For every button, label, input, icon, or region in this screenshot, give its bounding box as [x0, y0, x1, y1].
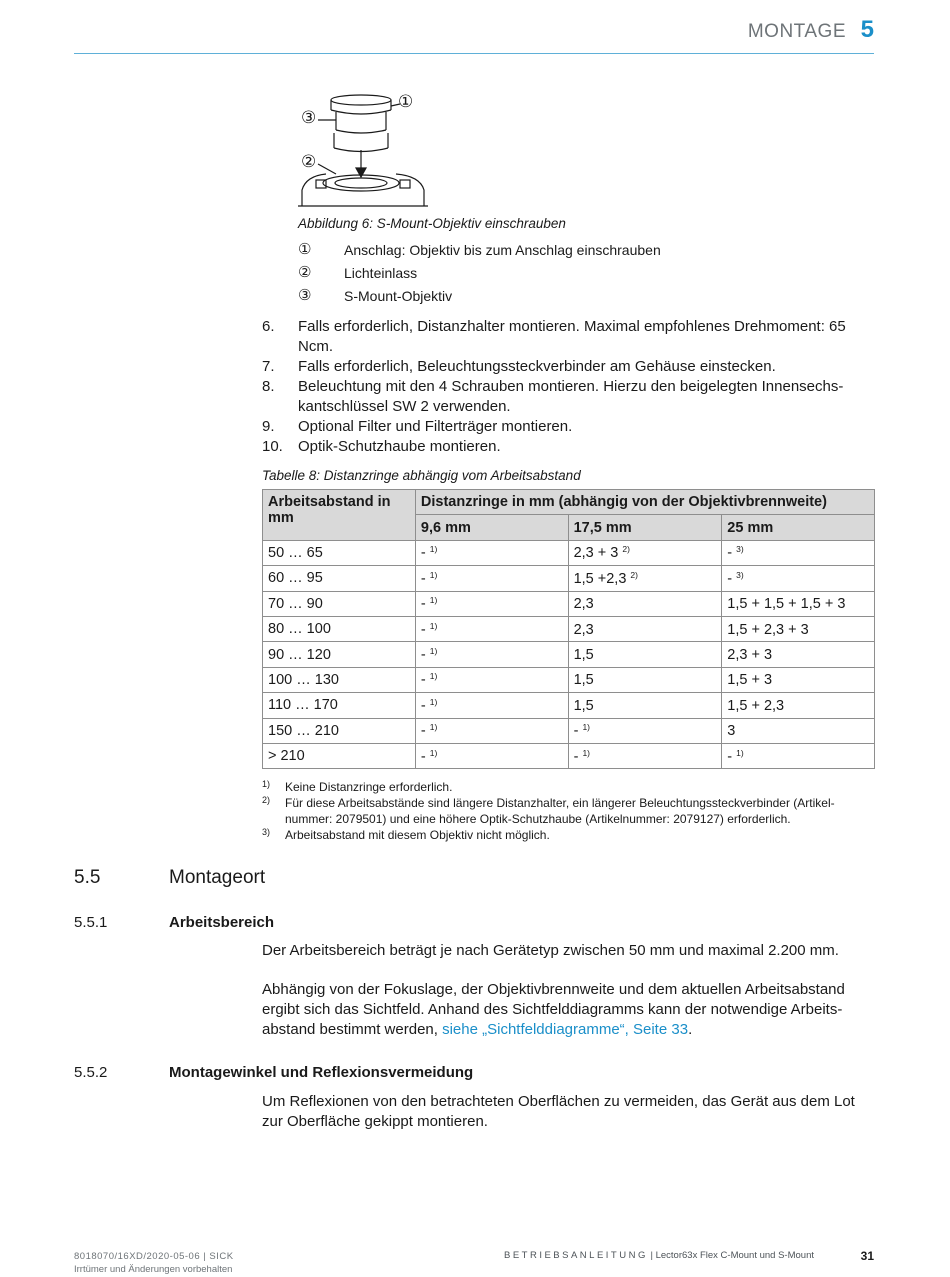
chapter-title: MONTAGE	[747, 21, 846, 42]
cell-9-6-mm	[415, 566, 568, 591]
cell-value: -	[420, 672, 426, 689]
footnote-mark: 2)	[262, 795, 271, 805]
cell-9-6-mm	[415, 591, 568, 616]
cell-value: 60 … 95	[268, 570, 323, 587]
cell-value: 100 … 130	[268, 671, 339, 688]
cell-value: -	[727, 570, 733, 587]
table-row	[263, 743, 875, 768]
figure-caption: Abbildung 6: S-Mount-Objektiv einschrauben	[298, 216, 566, 231]
table-row	[263, 718, 875, 743]
footnote	[262, 795, 875, 827]
legend-text: S-Mount-Objektiv	[344, 288, 453, 304]
lens-figure	[296, 88, 436, 208]
header-working-distance: Arbeitsabstand in mm	[263, 490, 416, 541]
paragraph-end: .	[688, 1021, 693, 1038]
cell-value: 2,3	[573, 596, 594, 613]
footnote-ref: 1)	[429, 595, 438, 606]
legend-text: Lichteinlass	[344, 265, 418, 281]
footer-separator: |	[647, 1250, 656, 1261]
cell-9-6-mm	[415, 693, 568, 718]
step-number: 7.	[262, 358, 275, 375]
cell-25-mm	[722, 718, 875, 743]
footnote-ref: 1)	[429, 646, 438, 657]
cell-working-distance	[263, 667, 416, 692]
instruction-steps	[262, 317, 877, 457]
footnote-ref: 1)	[429, 696, 438, 707]
cell-working-distance	[263, 566, 416, 591]
step-number: 9.	[262, 418, 275, 435]
cell-17-5-mm	[568, 591, 722, 616]
step-text: Optional Filter und Filterträger montieren.	[298, 418, 573, 435]
paragraph-mounting-angle: Um Reflexionen von den betrachteten Oberflächen zu vermeiden, das Gerät aus dem Lot zur Oberfläche gekippt montieren.	[262, 1093, 855, 1130]
section-title: Montagewinkel und Reflexionsvermeidung	[169, 1064, 474, 1081]
cell-value: 1,5	[573, 672, 594, 689]
cell-working-distance	[263, 693, 416, 718]
cell-working-distance	[263, 642, 416, 667]
table-caption: Tabelle 8: Distanzringe abhängig vom Arbeitsabstand	[262, 468, 581, 483]
step-number: 6.	[262, 318, 275, 335]
table-row	[263, 693, 875, 718]
cell-25-mm	[722, 591, 875, 616]
cell-25-mm	[722, 566, 875, 591]
section-number: 5.5.1	[74, 914, 108, 931]
cell-9-6-mm	[415, 743, 568, 768]
col-9-6-mm: 9,6 mm	[415, 515, 568, 540]
footnote-mark: 3)	[262, 827, 271, 837]
step-text: Falls erforderlich, Beleuchtungssteckverbinder am Gehäuse einstecken.	[298, 358, 776, 375]
paragraph-text: Abhängig von der Fokuslage, der Objektivbrennweite und dem aktuellen Arbeitsabstand ergibt sich das Sichtfeld. Anhand des Sichtfelddiagramms kann der notwendige Arbeitsabstand bestimmt werden,	[262, 981, 845, 1038]
cell-25-mm	[722, 540, 875, 565]
callout-1: ①	[398, 92, 414, 112]
table-footnotes	[262, 779, 875, 843]
footnote-ref: 1)	[429, 544, 438, 555]
footnote	[262, 779, 875, 795]
distance-ring-table	[262, 489, 875, 769]
cell-9-6-mm	[415, 616, 568, 641]
cell-working-distance	[263, 540, 416, 565]
footnote-ref: 1)	[429, 569, 438, 580]
cell-17-5-mm	[568, 743, 722, 768]
document-id: 8018070/16XD/2020-05-06 | SICK	[74, 1251, 234, 1262]
cell-value: 3	[727, 723, 736, 740]
footnote-ref: 1)	[736, 747, 744, 758]
col-17-5-mm: 17,5 mm	[568, 515, 722, 540]
cell-value: 2,3 + 3	[573, 545, 619, 562]
cell-value: 70 … 90	[268, 595, 323, 612]
cell-value: -	[420, 596, 426, 613]
cell-value: > 210	[268, 748, 305, 765]
cell-9-6-mm	[415, 667, 568, 692]
callout-3: ③	[301, 108, 317, 128]
footnote-ref: 1)	[429, 620, 438, 631]
cell-value: -	[420, 748, 426, 765]
step-item	[262, 417, 877, 437]
chapter-number: 5	[860, 16, 874, 43]
paragraph-field-of-view	[262, 980, 877, 1040]
cell-value: -	[727, 545, 733, 562]
step-text: Falls erforderlich, Distanzhalter montieren. Maximal empfohlenes Drehmoment: 65 Ncm.	[298, 318, 846, 355]
cell-25-mm	[722, 616, 875, 641]
table-row	[263, 566, 875, 591]
cell-value: -	[420, 545, 426, 562]
table-row	[263, 540, 875, 565]
cell-value: -	[420, 621, 426, 638]
cell-value: 50 … 65	[268, 544, 323, 561]
footnote-ref: 2)	[630, 569, 638, 580]
page-header	[74, 14, 874, 54]
section-title: Montageort	[169, 867, 266, 888]
col-25-mm: 25 mm	[722, 515, 875, 540]
s-mount-lens-illustration	[296, 88, 436, 208]
cell-17-5-mm	[568, 642, 722, 667]
cell-value: 1,5	[573, 697, 594, 714]
cell-value: 2,3 + 3	[727, 647, 773, 664]
table-header-row	[263, 490, 875, 515]
step-item	[262, 317, 877, 357]
step-number: 10.	[262, 438, 283, 455]
cell-value: 150 … 210	[268, 722, 339, 739]
legend-marker: ①	[298, 240, 312, 258]
footnote-text: Für diese Arbeitsabstände sind längere Distanzhalter, ein längerer Beleuchtungssteckverbinder (Artikelnummer: 2079501) und eine höhere Optik-Schutzhaube (Artikelnummer: 2079127) erforderlich.	[285, 796, 835, 826]
footnote-ref: 1)	[582, 722, 591, 733]
footnote-ref: 3)	[736, 544, 744, 555]
cell-working-distance	[263, 743, 416, 768]
footnote-text: Keine Distanzringe erforderlich.	[285, 780, 453, 794]
cell-value: 1,5 +2,3	[573, 570, 627, 587]
cross-reference-link[interactable]: siehe „Sichtfelddiagramme“, Seite 33	[442, 1021, 689, 1038]
cell-value: 1,5	[573, 647, 594, 664]
cell-17-5-mm	[568, 540, 722, 565]
cell-value: 2,3	[573, 621, 594, 638]
document-type: BETRIEBSANLEITUNG	[503, 1250, 648, 1261]
cell-17-5-mm	[568, 667, 722, 692]
footer-title	[504, 1250, 814, 1261]
step-item	[262, 377, 877, 417]
cell-value: 1,5 + 2,3	[727, 697, 785, 714]
cell-value: -	[727, 748, 733, 765]
cell-working-distance	[263, 616, 416, 641]
cell-value: 80 … 100	[268, 621, 331, 638]
footnote-ref: 1)	[429, 722, 438, 733]
footnote-text: Arbeitsabstand mit diesem Objektiv nicht möglich.	[285, 828, 550, 842]
footnote-ref: 1)	[582, 747, 591, 758]
table-row	[263, 667, 875, 692]
step-item	[262, 357, 877, 377]
cell-17-5-mm	[568, 566, 722, 591]
table-body	[263, 540, 875, 769]
cell-17-5-mm	[568, 718, 722, 743]
cell-value: 90 … 120	[268, 646, 331, 663]
table-row	[263, 591, 875, 616]
step-item	[262, 437, 877, 457]
cell-25-mm	[722, 743, 875, 768]
cell-value: -	[573, 723, 579, 740]
cell-value: -	[420, 697, 426, 714]
cell-25-mm	[722, 642, 875, 667]
cell-value: 1,5 + 1,5 + 1,5 + 3	[727, 596, 846, 613]
cell-17-5-mm	[568, 616, 722, 641]
step-text: Optik-Schutzhaube montieren.	[298, 438, 501, 455]
cell-working-distance	[263, 591, 416, 616]
header-distance-rings: Distanzringe in mm (abhängig von der Objektivbrennweite)	[415, 490, 874, 515]
cell-value: 1,5 + 3	[727, 672, 773, 689]
legend-text: Anschlag: Objektiv bis zum Anschlag einschrauben	[344, 242, 661, 258]
section-title: Arbeitsbereich	[169, 914, 275, 931]
section-number: 5.5.2	[74, 1064, 108, 1081]
footer-left	[74, 1250, 234, 1276]
cell-17-5-mm	[568, 693, 722, 718]
footnote-ref: 1)	[429, 747, 438, 758]
footnote-ref: 1)	[429, 671, 438, 682]
cell-value: -	[420, 570, 426, 587]
disclaimer: Irrtümer und Änderungen vorbehalten	[74, 1264, 233, 1275]
cell-25-mm	[722, 693, 875, 718]
cell-value: 110 … 170	[268, 697, 338, 714]
table-row	[263, 616, 875, 641]
table-row	[263, 642, 875, 667]
cell-9-6-mm	[415, 540, 568, 565]
footnote	[262, 827, 875, 843]
cell-value: -	[573, 748, 579, 765]
product-name: Lector63x Flex C-Mount und S-Mount	[655, 1250, 814, 1261]
cell-25-mm	[722, 667, 875, 692]
cell-9-6-mm	[415, 642, 568, 667]
footnote-ref: 3)	[736, 569, 744, 580]
cell-value: -	[420, 647, 426, 664]
section-number: 5.5	[74, 867, 101, 888]
cell-value: 1,5 + 2,3 + 3	[727, 621, 809, 638]
callout-2: ②	[301, 152, 317, 172]
cell-working-distance	[263, 718, 416, 743]
cell-value: -	[420, 723, 426, 740]
legend-marker: ②	[298, 263, 312, 281]
legend-marker: ③	[298, 286, 312, 304]
step-number: 8.	[262, 378, 275, 395]
footnote-ref: 2)	[622, 544, 630, 555]
page-number: 31	[860, 1249, 874, 1263]
paragraph-working-range: Der Arbeitsbereich beträgt je nach Gerätetyp zwischen 50 mm und maximal 2.200 mm.	[262, 942, 839, 959]
step-text: Beleuchtung mit den 4 Schrauben montieren. Hierzu den beigelegten Innensechskantschlüssel SW 2 verwenden.	[298, 378, 844, 415]
footnote-mark: 1)	[262, 779, 271, 789]
cell-9-6-mm	[415, 718, 568, 743]
